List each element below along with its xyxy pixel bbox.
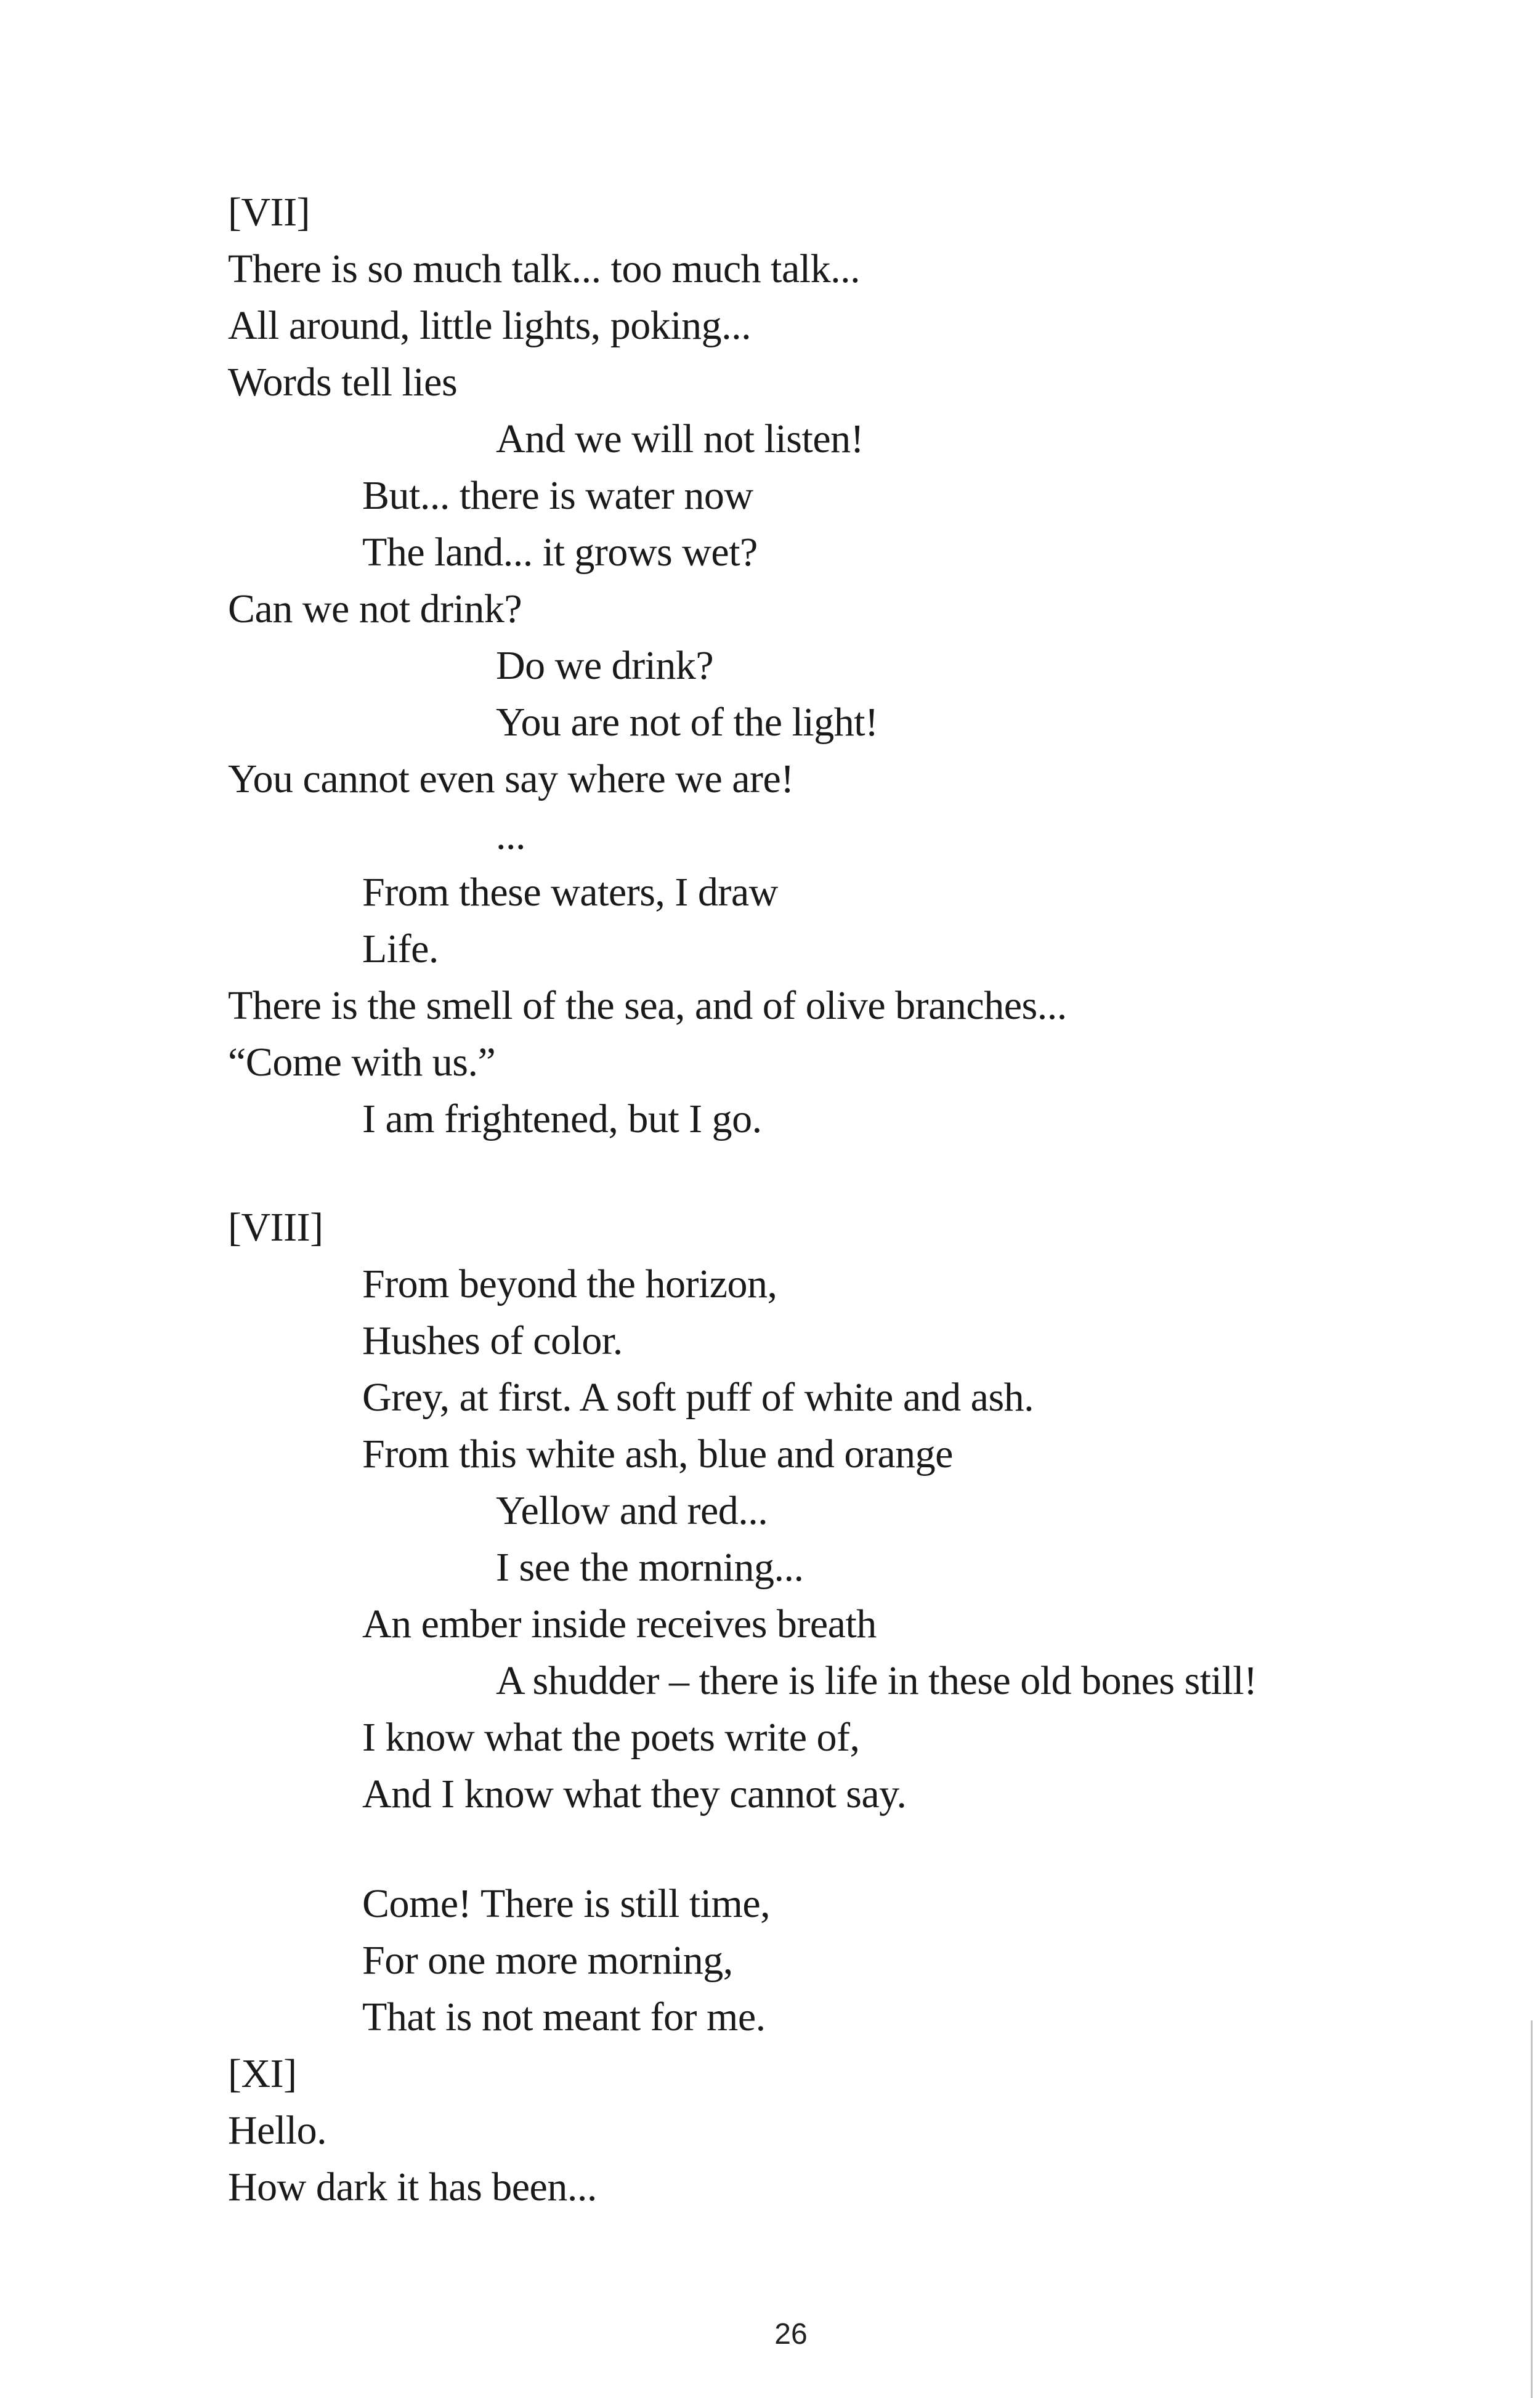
poem-line: All around, little lights, poking... [228, 303, 752, 348]
section-heading-vii: [VII] [228, 190, 310, 235]
poem-line: From beyond the horizon, [362, 1262, 777, 1306]
poem-line: An ember inside receives breath [362, 1602, 877, 1647]
poem-line: Words tell lies [228, 360, 458, 405]
poem-line: Life. [362, 926, 439, 971]
page-number: 26 [774, 2318, 808, 2351]
poem-line: Hushes of color. [362, 1318, 623, 1363]
poem-line: Can we not drink? [228, 586, 522, 631]
poem-line: Hello. [228, 2108, 327, 2153]
poem-line: But... there is water now [362, 473, 753, 518]
poem-line: “Come with us.” [228, 1040, 496, 1085]
poem-line: Yellow and red... [496, 1488, 768, 1533]
poem-line: For one more morning, [362, 1938, 733, 1983]
poem-line: I am frightened, but I go. [362, 1096, 762, 1141]
poem-line: You cannot even say where we are! [228, 756, 794, 801]
poem-line: There is the smell of the sea, and of olive branches... [228, 983, 1067, 1028]
poem-line: There is so much talk... too much talk... [228, 246, 861, 291]
poem-line: From this white ash, blue and orange [362, 1432, 953, 1476]
poem-line: And we will not listen! [496, 416, 864, 461]
section-heading-viii: [VIII] [228, 1205, 323, 1250]
poem-line: And I know what they cannot say. [362, 1772, 907, 1817]
poem-line: How dark it has been... [228, 2165, 597, 2210]
poem-line: Come! There is still time, [362, 1881, 771, 1926]
poem-line: ... [496, 813, 525, 858]
poem-line: Grey, at first. A soft puff of white and ash. [362, 1375, 1034, 1420]
poem-line: Do we drink? [496, 643, 714, 688]
poem-line: From these waters, I draw [362, 870, 778, 915]
poem-line: A shudder – there is life in these old bones still! [496, 1658, 1257, 1703]
poem-line: I know what the poets write of, [362, 1715, 860, 1760]
poem-line: The land... it grows wet? [362, 530, 758, 575]
poem-line: I see the morning... [496, 1545, 804, 1590]
section-heading-xi: [XI] [228, 2051, 297, 2096]
page-edge-shadow [1531, 2020, 1533, 2398]
poem-line: That is not meant for me. [362, 1995, 766, 2040]
poem-line: You are not of the light! [496, 700, 878, 745]
